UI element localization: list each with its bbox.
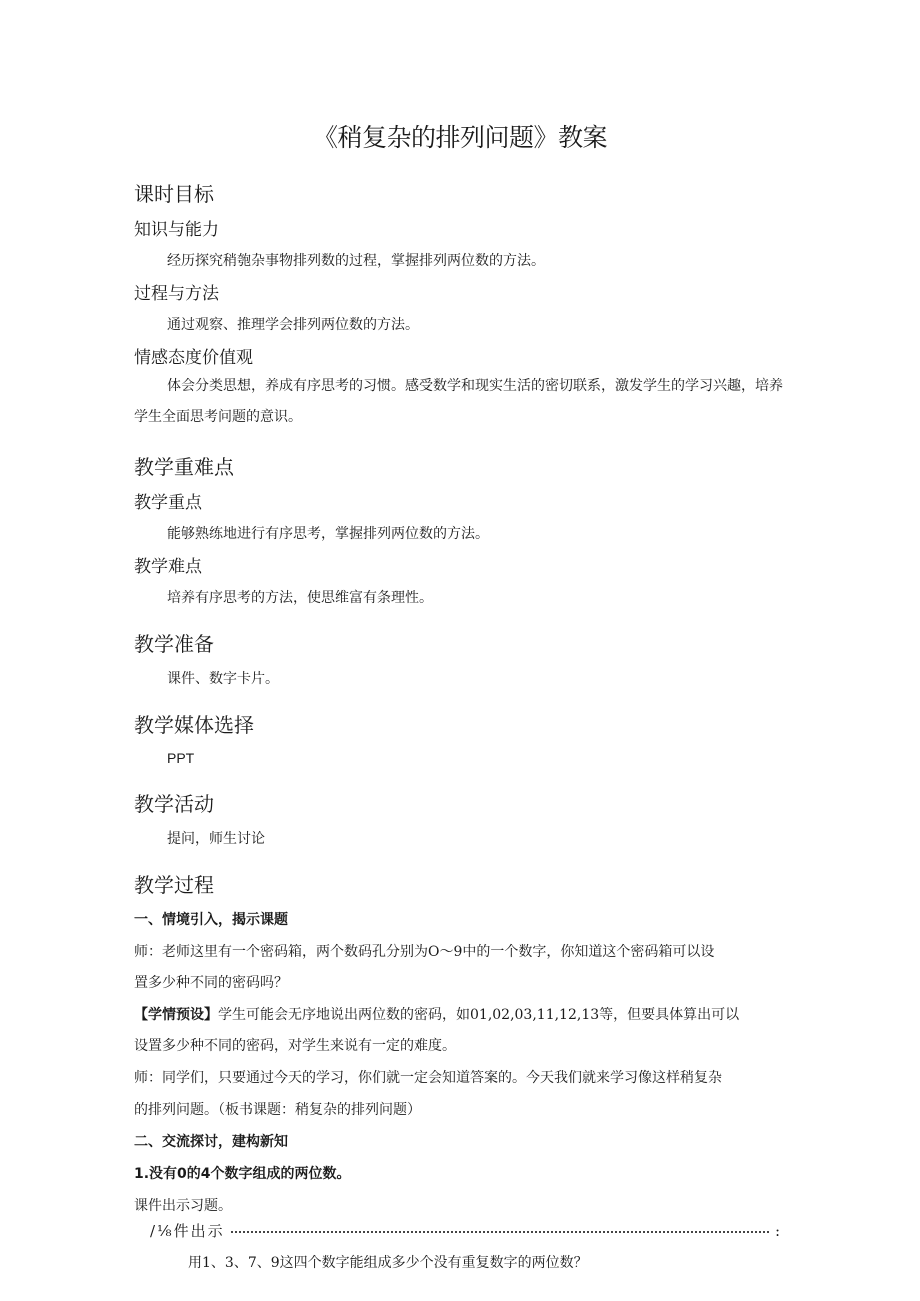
subheading-process: 过程与方法	[134, 284, 219, 304]
preset-line-1	[134, 1004, 739, 1024]
document-title: 《稍复杂的排列问题》教案	[312, 123, 607, 152]
courseware-note: 课件出示习题。	[134, 1198, 232, 1214]
subheading-knowledge: 知识与能力	[134, 220, 219, 240]
paragraph-emotion: 体会分类思想，养成有序思考的习惯。感受数学和现实生活的密切联系，激发学生的学习兴趣，培养学生全面思考问题的意识。	[134, 378, 783, 425]
item-one-heading: 1.没有0的4个数字组成的两位数。	[134, 1166, 351, 1182]
slide-box-top	[150, 1220, 780, 1241]
paragraph-preparation: 课件、数字卡片。	[167, 671, 279, 687]
section-heading-preparation: 教学准备	[134, 632, 214, 656]
subheading-key: 教学重点	[134, 493, 202, 513]
section-heading-key-difficult: 教学重难点	[134, 455, 234, 479]
paragraph-difficult: 培养有序思考的方法，使思维富有条理性。	[167, 590, 433, 606]
preset-text: 学生可能会无序地说出两位数的密码，如01,02,03,11,12,13等，但要具体算出可以	[218, 1007, 740, 1023]
slide-end-mark: :	[774, 1222, 780, 1240]
teacher-line-2: 置多少种不同的密码吗？	[134, 975, 288, 991]
teacher-line-1: 师：老师这里有一个密码箱，两个数码孔分别为O～9中的一个数字，你知道这个密码箱可以设	[134, 944, 715, 960]
slide-label: /⅛件出示	[150, 1222, 225, 1240]
paragraph-key: 能够熟练地进行有序思考，掌握排列两位数的方法。	[167, 526, 489, 542]
paragraph-knowledge: 经历探究稍匏杂事物排列数的过程，掌握排列两位数的方法。	[167, 253, 545, 269]
preset-line-2: 设置多少种不同的密码，对学生来说有一定的难度。	[134, 1038, 456, 1054]
subheading-emotion: 情感态度价值观	[134, 348, 253, 368]
teacher-closing-line-2: 的排列问题。（板书课题：稍复杂的排列问题）	[134, 1102, 421, 1118]
part-one-heading: 一、情境引入，揭示课题	[134, 912, 288, 928]
dotted-divider	[231, 1231, 769, 1233]
section-heading-objectives: 课时目标	[134, 182, 214, 206]
section-heading-media: 教学媒体选择	[134, 713, 254, 737]
slide-question: 用1、3、7、9这四个数字能组成多少个没有重复数字的两位数？	[188, 1255, 588, 1271]
subheading-difficult: 教学难点	[134, 557, 202, 577]
teacher-closing-line-1: 师：同学们，只要通过今天的学习，你们就一定会知道答案的。今天我们就来学习像这样稍复杂	[134, 1070, 722, 1086]
paragraph-activity: 提问，师生讨论	[167, 831, 265, 847]
part-two-heading: 二、交流探讨，建构新知	[134, 1134, 288, 1150]
paragraph-process: 通过观察、推理学会排列两位数的方法。	[167, 317, 419, 333]
section-heading-process: 教学过程	[134, 873, 214, 897]
preset-tag: 【学情预设】	[134, 1007, 218, 1023]
section-heading-activity: 教学活动	[134, 792, 214, 816]
paragraph-media: PPT	[167, 750, 195, 766]
